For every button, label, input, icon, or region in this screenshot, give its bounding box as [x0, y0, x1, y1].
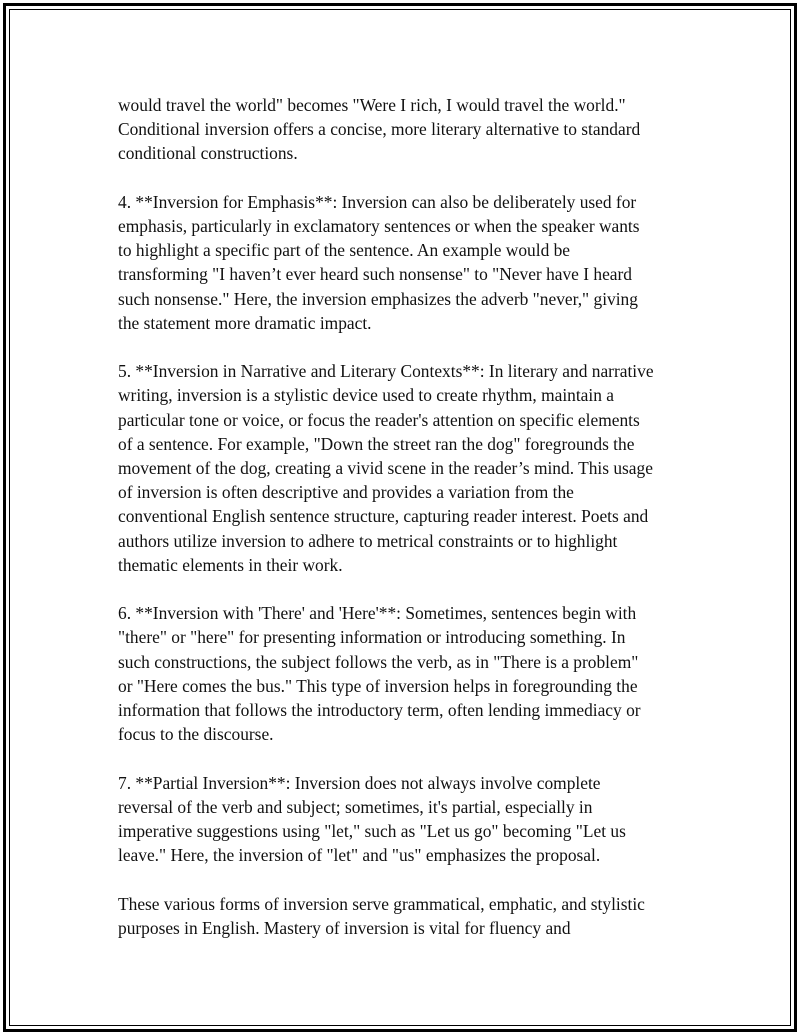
text-line: of inversion is often descriptive and provides a variation from the — [118, 482, 574, 503]
text-line: writing, inversion is a stylistic device used to create rhythm, maintain a — [118, 385, 614, 406]
paragraph-inversion-there-here — [118, 601, 698, 746]
text-line: reversal of the verb and subject; sometimes, it's partial, especially in — [118, 796, 593, 817]
paragraph-conditional-inversion — [118, 93, 698, 166]
text-line: purposes in English. Mastery of inversion is vital for fluency and — [118, 917, 571, 938]
text-line: thematic elements in their work. — [118, 554, 343, 575]
text-line: would travel the world" becomes "Were I rich, I would travel the world." — [118, 95, 626, 115]
text-line: authors utilize inversion to adhere to metrical constraints or to highlight — [118, 530, 618, 551]
text-line: Conditional inversion offers a concise, more literary alternative to standard — [118, 119, 641, 140]
text-line: These various forms of inversion serve grammatical, emphatic, and stylistic — [118, 893, 645, 914]
document-body — [118, 93, 698, 940]
text-line: to highlight a specific part of the sentence. An example would be — [118, 240, 571, 261]
text-line: conditional constructions. — [118, 143, 298, 164]
text-line: such constructions, the subject follows the verb, as in "There is a problem" — [118, 651, 639, 672]
text-line: leave." Here, the inversion of "let" and "us" emphasizes the proposal. — [118, 845, 601, 866]
text-line: transforming "I haven’t ever heard such nonsense" to "Never have I heard — [118, 264, 632, 285]
text-line: or "Here comes the bus." This type of inversion helps in foregrounding the — [118, 675, 638, 696]
paragraph-conclusion — [118, 892, 698, 940]
text-line: imperative suggestions using "let," such as "Let us go" becoming "Let us — [118, 821, 626, 842]
text-line: conventional English sentence structure, capturing reader interest. Poets and — [118, 506, 649, 527]
text-line: of a sentence. For example, "Down the street ran the dog" foregrounds the — [118, 433, 635, 454]
text-line: particular tone or voice, or focus the reader's attention on specific elements — [118, 409, 640, 430]
paragraph-inversion-emphasis — [118, 190, 698, 335]
text-line: such nonsense." Here, the inversion emphasizes the adverb "never," giving — [118, 288, 638, 309]
text-line: 7. **Partial Inversion**: Inversion does not always involve complete — [118, 772, 601, 793]
text-line: emphasis, particularly in exclamatory sentences or when the speaker wants — [118, 216, 640, 236]
text-line: 5. **Inversion in Narrative and Literary Contexts**: In literary and narrative — [118, 361, 654, 382]
text-line: the statement more dramatic impact. — [118, 312, 372, 333]
text-line: information that follows the introductory term, often lending immediacy or — [118, 700, 641, 721]
text-line: movement of the dog, creating a vivid scene in the reader’s mind. This usage — [118, 458, 653, 479]
paragraph-partial-inversion — [118, 771, 698, 868]
text-line: focus to the discourse. — [118, 724, 274, 745]
paragraph-inversion-narrative — [118, 359, 698, 577]
text-line: 6. **Inversion with 'There' and 'Here'**: Sometimes, sentences begin with — [118, 603, 637, 624]
text-line: "there" or "here" for presenting information or introducing something. In — [118, 627, 626, 648]
text-line: 4. **Inversion for Emphasis**: Inversion can also be deliberately used for — [118, 191, 637, 212]
